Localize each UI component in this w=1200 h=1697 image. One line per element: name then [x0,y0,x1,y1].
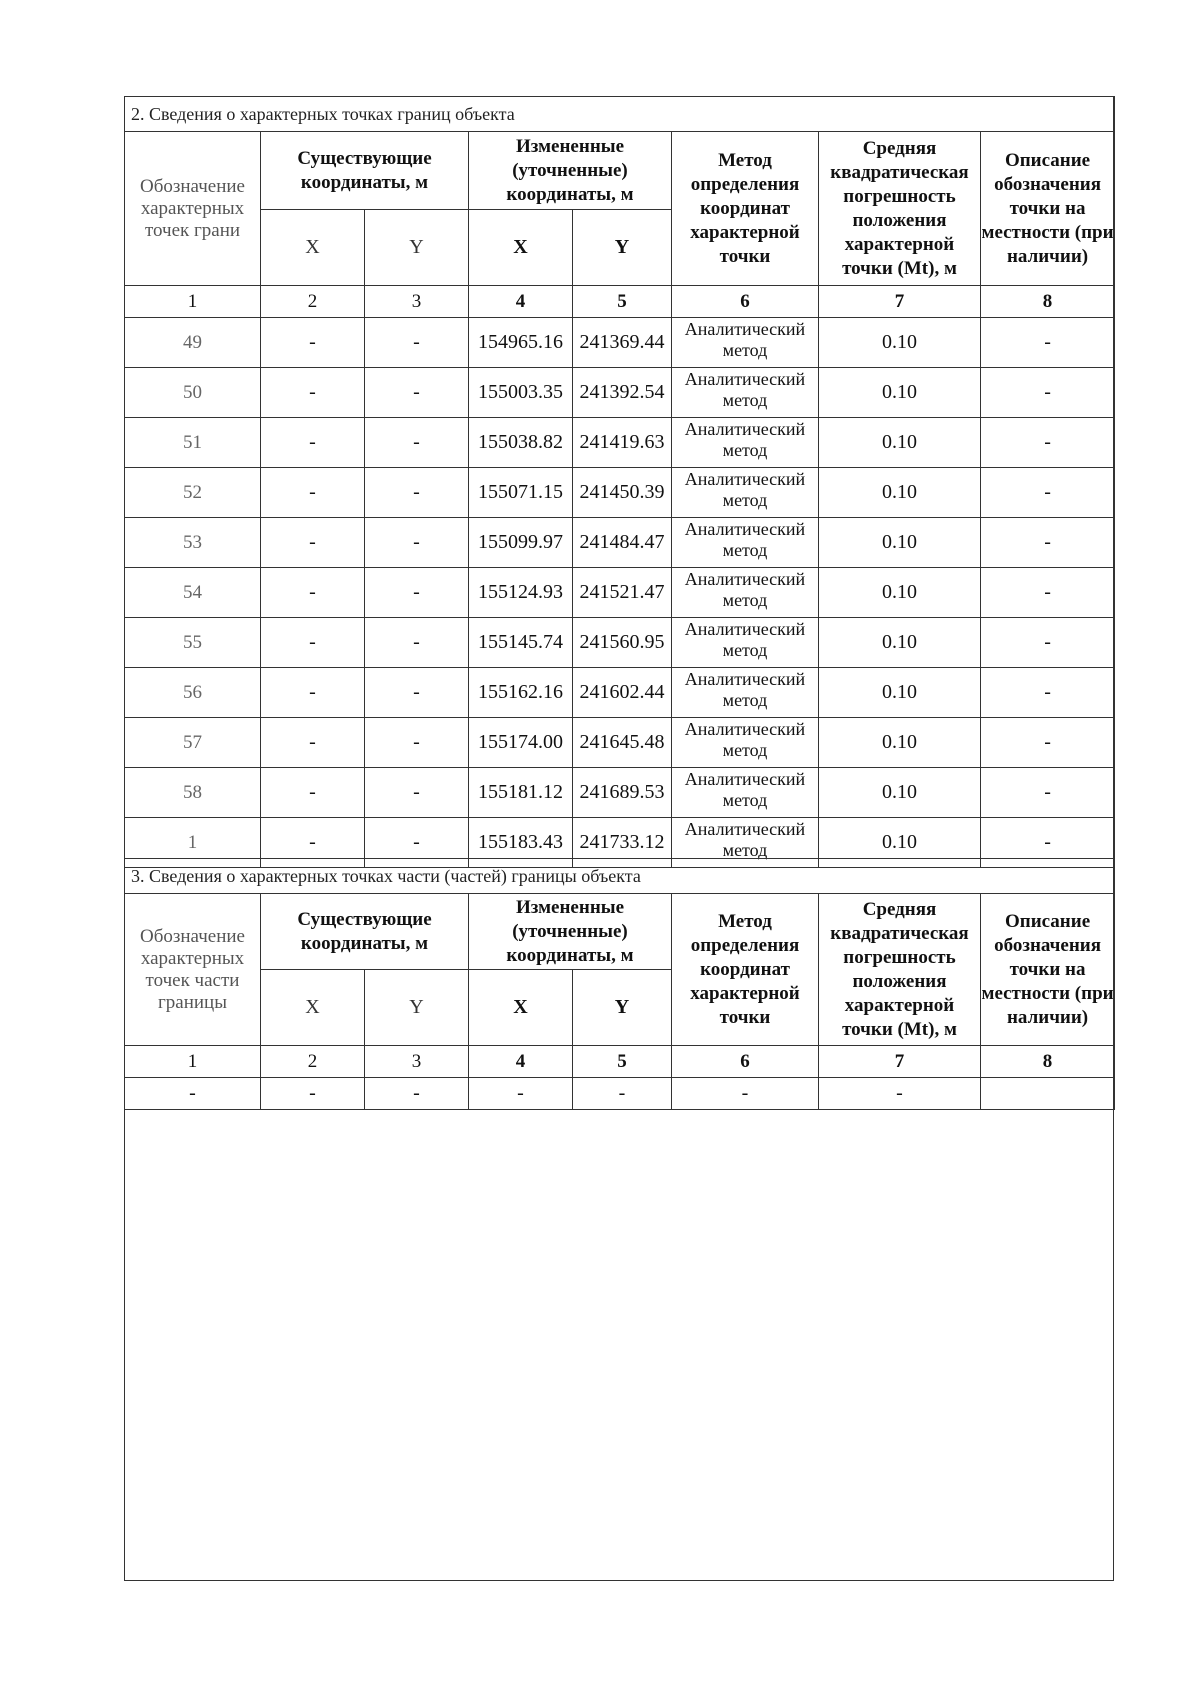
description-value [981,1078,1115,1110]
header-designation: Обозначение характерных точек части границы [125,894,261,1046]
col-number: 4 [469,1046,573,1078]
description-value: - [981,718,1115,768]
existing-y-value: - [365,668,469,718]
method-value: Аналитический метод [672,418,819,468]
table-row [125,318,1115,368]
header-existing-x: X [261,970,365,1046]
point-designation: 49 [125,318,261,368]
method-value: Аналитический метод [672,468,819,518]
accuracy-value: 0.10 [819,818,981,868]
table-row [125,718,1115,768]
existing-y-value: - [365,718,469,768]
changed-x-value: 155003.35 [469,368,573,418]
existing-x-value: - [261,1078,365,1110]
changed-x-value: 155124.93 [469,568,573,618]
col-number: 7 [819,1046,981,1078]
changed-x-value: 154965.16 [469,318,573,368]
header-description: Описание обозначения точки на местности (при наличии) [981,132,1115,286]
col-number: 5 [573,286,672,318]
existing-y-value: - [365,518,469,568]
header-existing-coords: Существующие координаты, м [261,132,469,210]
point-designation: 1 [125,818,261,868]
col-number: 5 [573,1046,672,1078]
changed-x-value: 155162.16 [469,668,573,718]
method-value: Аналитический метод [672,668,819,718]
changed-x-value: - [469,1078,573,1110]
section-title: 2. Сведения о характерных точках границ объекта [125,97,1115,132]
description-value: - [981,368,1115,418]
changed-x-value: 155071.15 [469,468,573,518]
existing-y-value: - [365,418,469,468]
accuracy-value: 0.10 [819,518,981,568]
header-changed-y: Y [573,970,672,1046]
method-value: Аналитический метод [672,568,819,618]
table-row [125,518,1115,568]
existing-y-value: - [365,1078,469,1110]
header-changed-coords: Измененные (уточненные) координаты, м [469,894,672,970]
changed-y-value: 241733.12 [573,818,672,868]
point-designation: 52 [125,468,261,518]
changed-x-value: 155145.74 [469,618,573,668]
col-number: 1 [125,1046,261,1078]
existing-x-value: - [261,768,365,818]
method-value: Аналитический метод [672,618,819,668]
accuracy-value: - [819,1078,981,1110]
description-value: - [981,518,1115,568]
header-designation: Обозначение характерных точек грани [125,132,261,286]
col-number: 2 [261,1046,365,1078]
part-boundary-points-table [124,858,1115,1110]
description-value: - [981,768,1115,818]
existing-x-value: - [261,818,365,868]
existing-y-value: - [365,818,469,868]
section-title: 3. Сведения о характерных точках части (частей) границы объекта [125,859,1115,894]
col-number: 8 [981,286,1115,318]
existing-y-value: - [365,468,469,518]
point-designation: 53 [125,518,261,568]
existing-y-value: - [365,368,469,418]
method-value: Аналитический метод [672,318,819,368]
column-number-row [125,286,1115,318]
header-method: Метод определения координат характерной точки [672,894,819,1046]
header-accuracy: Средняя квадратическая погрешность положения характерной точки (Mt), м [819,132,981,286]
accuracy-value: 0.10 [819,418,981,468]
method-value: Аналитический метод [672,718,819,768]
description-value: - [981,418,1115,468]
existing-x-value: - [261,568,365,618]
existing-x-value: - [261,468,365,518]
changed-y-value: 241602.44 [573,668,672,718]
col-number: 3 [365,1046,469,1078]
accuracy-value: 0.10 [819,668,981,718]
changed-x-value: 155099.97 [469,518,573,568]
existing-y-value: - [365,318,469,368]
header-changed-y: Y [573,210,672,286]
header-existing-y: Y [365,970,469,1046]
boundary-points-table [124,96,1115,868]
changed-y-value: 241645.48 [573,718,672,768]
col-number: 8 [981,1046,1115,1078]
point-designation: 55 [125,618,261,668]
header-existing-coords: Существующие координаты, м [261,894,469,970]
changed-y-value: 241484.47 [573,518,672,568]
point-designation: 57 [125,718,261,768]
existing-x-value: - [261,668,365,718]
existing-x-value: - [261,518,365,568]
existing-x-value: - [261,368,365,418]
changed-x-value: 155174.00 [469,718,573,768]
point-designation: 54 [125,568,261,618]
header-description: Описание обозначения точки на местности (при наличии) [981,894,1115,1046]
table-row [125,768,1115,818]
table-row [125,418,1115,468]
changed-y-value: 241521.47 [573,568,672,618]
col-number: 6 [672,1046,819,1078]
table-row [125,568,1115,618]
method-value: Аналитический метод [672,368,819,418]
method-value: Аналитический метод [672,518,819,568]
changed-y-value: 241689.53 [573,768,672,818]
point-designation: 56 [125,668,261,718]
table-row [125,468,1115,518]
col-number: 3 [365,286,469,318]
changed-y-value: 241419.63 [573,418,672,468]
description-value: - [981,818,1115,868]
existing-x-value: - [261,618,365,668]
header-method: Метод определения координат характерной точки [672,132,819,286]
point-designation: 58 [125,768,261,818]
changed-y-value: - [573,1078,672,1110]
col-number: 1 [125,286,261,318]
description-value: - [981,668,1115,718]
changed-y-value: 241369.44 [573,318,672,368]
point-designation: 51 [125,418,261,468]
table-row [125,668,1115,718]
existing-x-value: - [261,318,365,368]
col-number: 4 [469,286,573,318]
table-row [125,368,1115,418]
table-row [125,618,1115,668]
description-value: - [981,468,1115,518]
header-existing-y: Y [365,210,469,286]
accuracy-value: 0.10 [819,568,981,618]
point-designation: - [125,1078,261,1110]
changed-x-value: 155183.43 [469,818,573,868]
accuracy-value: 0.10 [819,468,981,518]
col-number: 7 [819,286,981,318]
accuracy-value: 0.10 [819,768,981,818]
header-existing-x: X [261,210,365,286]
changed-y-value: 241392.54 [573,368,672,418]
col-number: 2 [261,286,365,318]
existing-x-value: - [261,718,365,768]
existing-y-value: - [365,568,469,618]
accuracy-value: 0.10 [819,368,981,418]
point-designation: 50 [125,368,261,418]
table-row [125,1078,1115,1110]
existing-y-value: - [365,768,469,818]
header-changed-coords: Измененные (уточненные) координаты, м [469,132,672,210]
method-value: Аналитический метод [672,818,819,868]
header-changed-x: X [469,210,573,286]
accuracy-value: 0.10 [819,318,981,368]
header-accuracy: Средняя квадратическая погрешность положения характерной точки (Mt), м [819,894,981,1046]
description-value: - [981,318,1115,368]
changed-x-value: 155181.12 [469,768,573,818]
existing-y-value: - [365,618,469,668]
method-value: Аналитический метод [672,768,819,818]
description-value: - [981,568,1115,618]
changed-y-value: 241560.95 [573,618,672,668]
method-value: - [672,1078,819,1110]
header-changed-x: X [469,970,573,1046]
accuracy-value: 0.10 [819,618,981,668]
accuracy-value: 0.10 [819,718,981,768]
col-number: 6 [672,286,819,318]
existing-x-value: - [261,418,365,468]
changed-y-value: 241450.39 [573,468,672,518]
changed-x-value: 155038.82 [469,418,573,468]
column-number-row [125,1046,1115,1078]
description-value: - [981,618,1115,668]
